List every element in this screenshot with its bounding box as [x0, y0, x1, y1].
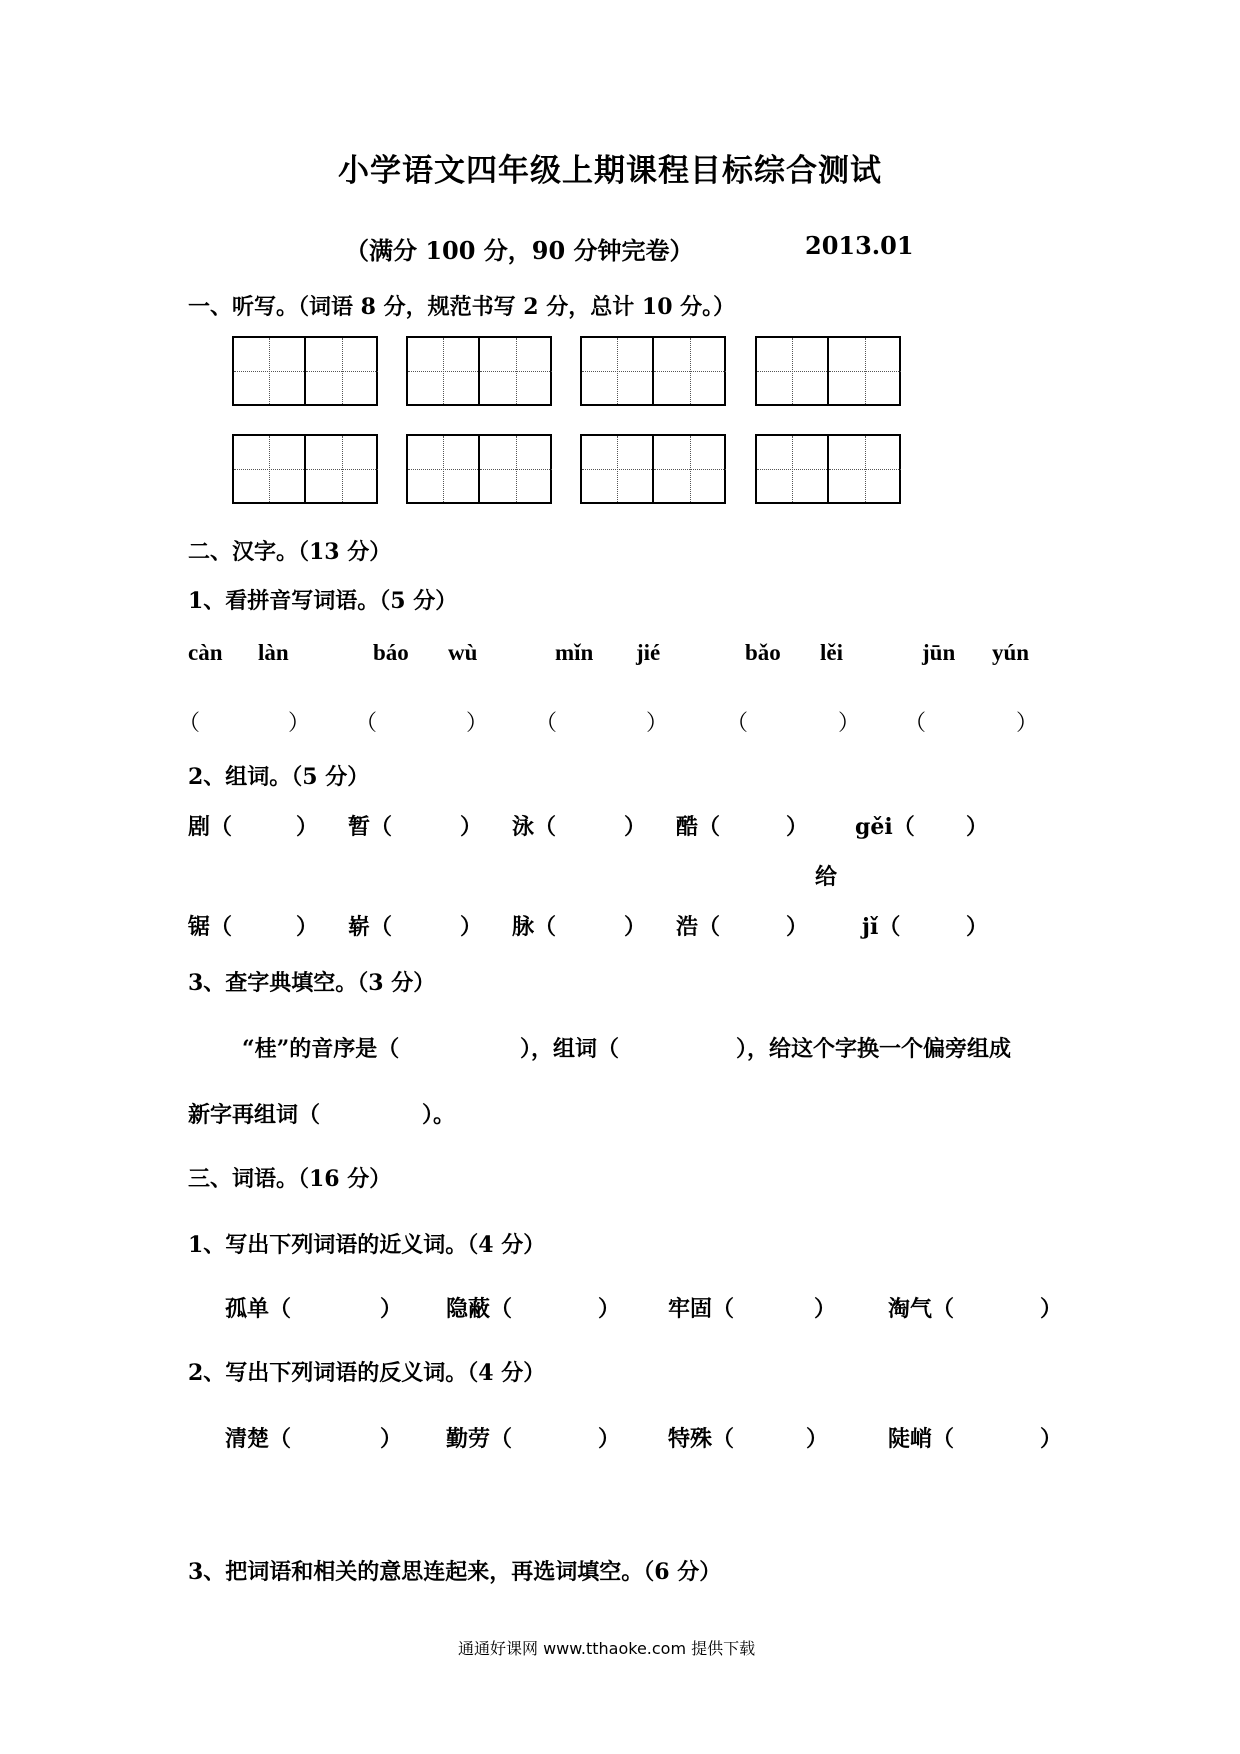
- q2-2-heading: 2、组词。（5 分）: [188, 764, 370, 790]
- dictation-word-box: [406, 434, 552, 504]
- exam-date: 2013.01: [805, 231, 914, 260]
- dictionary-line2-b: ）。: [422, 1102, 456, 1128]
- dictation-word-box: [755, 434, 901, 504]
- pinyin-1b: làn: [258, 640, 289, 665]
- pinyin-4b: lěi: [820, 640, 843, 665]
- synonym-item: 孤单（: [225, 1296, 292, 1322]
- word-item-close: ）: [624, 914, 647, 940]
- q3-3-heading: 3、把词语和相关的意思连起来，再选词填空。（6 分）: [188, 1559, 722, 1585]
- word-item-close: ）: [624, 814, 647, 840]
- synonym-item: 隐蔽（: [446, 1296, 513, 1322]
- word-item-close: ）: [460, 914, 483, 940]
- word-item-close: ）: [966, 814, 989, 840]
- word-item: 脉（: [512, 914, 557, 940]
- synonym-close: ）: [814, 1296, 837, 1322]
- section1-heading: 一、听写。（词语 8 分，规范书写 2 分，总计 10 分。）: [188, 294, 736, 320]
- pinyin-3b: jié: [636, 640, 661, 665]
- dictation-word-box: [406, 336, 552, 406]
- answer-open-5: （: [904, 711, 927, 736]
- character-cell: [234, 338, 306, 404]
- word-item-close: ）: [460, 814, 483, 840]
- answer-close-5: ）: [1016, 711, 1039, 736]
- antonym-item: 陡峭（: [888, 1426, 955, 1452]
- character-cell: [829, 338, 901, 404]
- synonym-close: ）: [1040, 1296, 1063, 1322]
- word-item: 泳（: [512, 814, 557, 840]
- answer-close-2: ）: [466, 711, 489, 736]
- word-item-close: ）: [786, 914, 809, 940]
- word-item: jǐ（: [862, 914, 901, 940]
- pinyin-2a: báo: [373, 640, 409, 665]
- antonym-item: 清楚（: [225, 1426, 292, 1452]
- q3-1-heading: 1、写出下列词语的近义词。（4 分）: [188, 1232, 546, 1258]
- pinyin-4a: bǎo: [745, 640, 781, 665]
- character-cell: [654, 338, 726, 404]
- answer-open-4: （: [726, 711, 749, 736]
- word-item: 暂（: [348, 814, 393, 840]
- character-cell: [234, 436, 306, 502]
- word-item-close: ）: [296, 814, 319, 840]
- character-cell: [306, 338, 378, 404]
- dictation-word-box: [580, 434, 726, 504]
- section2-heading: 二、汉字。（13 分）: [188, 539, 392, 565]
- pinyin-2b: wù: [448, 640, 478, 665]
- footer-source: 通通好课网 www.tthaoke.com 提供下载: [458, 1639, 756, 1658]
- pinyin-3a: mǐn: [555, 640, 594, 665]
- q2-1-heading: 1、看拼音写词语。（5 分）: [188, 588, 458, 614]
- character-cell: [408, 436, 480, 502]
- page-title: 小学语文四年级上期课程目标综合测试: [338, 153, 882, 189]
- character-cell: [654, 436, 726, 502]
- polyphonic-char: 给: [815, 864, 838, 890]
- word-item: 剧（: [188, 814, 233, 840]
- word-item: 酷（: [676, 814, 721, 840]
- dictation-word-box: [232, 434, 378, 504]
- answer-close-3: ）: [646, 711, 669, 736]
- dictation-word-box: [232, 336, 378, 406]
- character-cell: [757, 436, 829, 502]
- q3-2-heading: 2、写出下列词语的反义词。（4 分）: [188, 1360, 546, 1386]
- pinyin-1a: càn: [188, 640, 223, 665]
- synonym-item: 淘气（: [888, 1296, 955, 1322]
- character-cell: [582, 436, 654, 502]
- answer-close-4: ）: [838, 711, 861, 736]
- antonym-close: ）: [806, 1426, 829, 1452]
- pinyin-5b: yún: [992, 640, 1030, 665]
- dictionary-line1-c: ），给这个字换一个偏旁组成: [736, 1036, 1012, 1062]
- word-item: 崭（: [348, 914, 393, 940]
- antonym-item: 勤劳（: [446, 1426, 513, 1452]
- word-item: gěi（: [855, 814, 915, 840]
- dictation-word-box: [755, 336, 901, 406]
- synonym-close: ）: [598, 1296, 621, 1322]
- character-cell: [480, 338, 552, 404]
- word-item-close: ）: [296, 914, 319, 940]
- word-item: 锯（: [188, 914, 233, 940]
- character-cell: [829, 436, 901, 502]
- word-item: 浩（: [676, 914, 721, 940]
- word-item-close: ）: [966, 914, 989, 940]
- pinyin-5a: jūn: [922, 640, 956, 665]
- answer-open-3: （: [535, 711, 558, 736]
- dictionary-line2-a: 新字再组词（: [188, 1102, 321, 1128]
- answer-open-1: （: [178, 711, 201, 736]
- character-cell: [480, 436, 552, 502]
- exam-info: （满分 100 分，90 分钟完卷）: [345, 236, 694, 265]
- section3-heading: 三、词语。（16 分）: [188, 1166, 392, 1192]
- character-cell: [306, 436, 378, 502]
- character-cell: [582, 338, 654, 404]
- dictionary-line1-b: ），组词（: [520, 1036, 620, 1062]
- word-item-close: ）: [786, 814, 809, 840]
- dictionary-line1-a: “桂”的音序是（: [242, 1036, 400, 1062]
- synonym-close: ）: [380, 1296, 403, 1322]
- antonym-close: ）: [380, 1426, 403, 1452]
- dictation-word-box: [580, 336, 726, 406]
- answer-open-2: （: [355, 711, 378, 736]
- character-cell: [408, 338, 480, 404]
- antonym-close: ）: [598, 1426, 621, 1452]
- q2-3-heading: 3、查字典填空。（3 分）: [188, 970, 436, 996]
- character-cell: [757, 338, 829, 404]
- antonym-close: ）: [1040, 1426, 1063, 1452]
- answer-close-1: ）: [288, 711, 311, 736]
- antonym-item: 特殊（: [668, 1426, 735, 1452]
- synonym-item: 牢固（: [668, 1296, 735, 1322]
